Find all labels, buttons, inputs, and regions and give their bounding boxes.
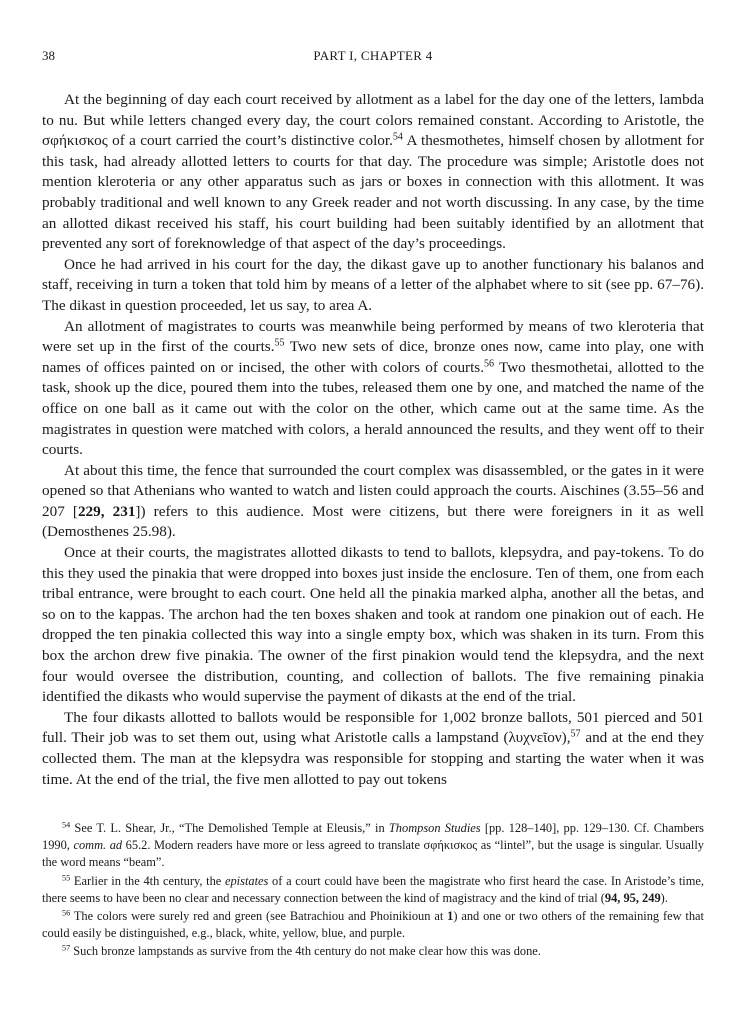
paragraph bbox=[42, 708, 704, 790]
footnote bbox=[42, 873, 704, 907]
footnote-ref: 55 bbox=[274, 337, 285, 349]
footnote bbox=[42, 908, 704, 942]
text-run: ) and one or two others of the remaining few that could easily be distinguished, e.g., black, white, yellow, blue, and purple. bbox=[42, 909, 704, 941]
text-run: At about this time, the fence that surrounded the court complex was disassembled, or the gates in it were opened so that Athenians who wanted to watch and listen could approach the courts. Aischines (3.55–56 and 207 [ bbox=[42, 461, 704, 520]
footnote bbox=[42, 943, 704, 960]
paragraph bbox=[42, 461, 704, 543]
page-number: 38 bbox=[42, 48, 55, 63]
text-run: Earlier in the 4th century, the bbox=[70, 873, 225, 888]
footnote bbox=[42, 820, 704, 872]
body-text bbox=[42, 90, 704, 790]
text-run: Such bronze lampstands as survive from the 4th century do not make clear how this was done. bbox=[70, 944, 541, 959]
footnote-ref: 54 bbox=[392, 131, 403, 143]
text-run: Once he had arrived in his court for the day, the dikast gave up to another functionary his balanos and staff, receiving in turn a token that told him by means of a letter of the alphabet where to sit (see pp. 67–76). The dikast in question proceeded, let us say, to area A. bbox=[42, 255, 704, 314]
text-run: Two thesmothetai, allotted to the task, shook up the dice, poured them into the tubes, released them one by one, and matched the name of the office on one ball as it came out with the color on the other, which came out at the same time. As the magistrates in question were matched with colors, a herald announced the results, and they went off to their courts. bbox=[42, 358, 705, 459]
text-run: of a court could have been the magistrate who first heard the case. In Aristode’s time, there seems to have been no clear and necessary connection between the kind of magistracy and the kind of trial ( bbox=[42, 873, 704, 905]
text-run: ]) refers to this audience. Most were citizens, but there were foreigners in it as well (Demosthenes 25.98). bbox=[42, 502, 704, 541]
text-run: 94, 95, 249 bbox=[604, 890, 661, 905]
text-run: [pp. 128–140], pp. 129–130. Cf. Chambers 1990, bbox=[42, 821, 704, 853]
text-run: Two new sets of dice, bronze ones now, came into play, one with names of offices painted on or incised, the other with colors of courts. bbox=[42, 338, 704, 376]
footnote-ref: 55 bbox=[62, 873, 71, 883]
text-run: epistates bbox=[224, 873, 269, 888]
footnote-ref: 56 bbox=[484, 358, 495, 370]
text-run: 1 bbox=[447, 909, 454, 924]
footnote-ref: 57 bbox=[62, 943, 71, 953]
text-run: At the beginning of day each court received by allotment as a label for the day one of the letters, lambda to nu. But while letters changed every day, the court colors remained constant. According to Aristotle, the bbox=[42, 91, 704, 129]
text-run: ). bbox=[660, 890, 668, 905]
page-header bbox=[42, 48, 704, 68]
paragraph bbox=[42, 543, 704, 708]
text-run: 229, 231 bbox=[77, 502, 136, 520]
text-run: An allotment of magistrates to courts was meanwhile being performed by means of two kleroteria that were set up in the first of the courts. bbox=[42, 317, 704, 356]
running-head: PART I, CHAPTER 4 bbox=[313, 48, 433, 63]
text-run: of a court carried the court’s distinctive color. bbox=[107, 132, 393, 150]
text-run: and at the end they collected them. The man at the klepsydra was responsible for stopping and starting the water when it was time. At the end of the trial, the five men allotted to pay out tokens bbox=[42, 729, 704, 788]
text-run: comm. ad bbox=[73, 838, 123, 853]
footnote-ref: 57 bbox=[570, 728, 581, 740]
footnotes bbox=[42, 820, 704, 962]
text-run: σφήκισκος bbox=[42, 132, 108, 150]
text-run: Once at their courts, the magistrates allotted dikasts to tend to ballots, klepsydra, and pay-tokens. To do this they used the pinakia that were dropped into boxes just inside the enclosure. Ten of them, one from each tribal entrance, were brought to each court. One held all the pinakia marked alpha, another all the betas, and so on to the kappas. The archon had the ten boxes shaken and took at random one pinakion out of each. He dropped the ten pinakia collected this way into a single empty box, which was shaken in its turn. From this box the archon drew five pinakia. The owner of the first pinakion would tend the klepsydra, and the next four would oversee the distribution, counting, and collection of ballots. The five remaining pinakia identified the dikasts who would supervise the payment of dikasts at the end of the trial. bbox=[42, 544, 704, 706]
text-run: Thompson Studies bbox=[388, 821, 481, 835]
paragraph bbox=[42, 90, 704, 255]
footnote-ref: 56 bbox=[62, 908, 71, 918]
text-run: The four dikasts allotted to ballots would be responsible for 1,002 bronze ballots, 501 pierced and 501 full. Their job was to set them out, using what Aristotle calls a lampstand (λυχνεῖον), bbox=[42, 708, 704, 747]
paragraph bbox=[42, 317, 704, 461]
text-run: A thesmothetes, himself chosen by allotment for this task, had already allotted letters to courts for that day. The procedure was simple; Aristotle does not mention kleroteria or any other apparatus such as jars or boxes in connection with this allotment. It was probably traditional and well known to any Greek reader and not worth discussing. In any case, by the time an allotted dikast received his staff, his court building had been suitably identified by an allotment that prevented any sort of foreknowledge of that aspect of the day’s proceedings. bbox=[42, 132, 705, 253]
footnote-ref: 54 bbox=[62, 820, 71, 830]
text-run: See T. L. Shear, Jr., “The Demolished Temple at Eleusis,” in bbox=[70, 821, 389, 835]
paragraph bbox=[42, 255, 704, 317]
text-run: 65.2. Modern readers have more or less agreed to translate σφήκισκος as “lintel”, but the usage is singular. Usually the word means “beam”. bbox=[42, 838, 704, 870]
text-run: The colors were surely red and green (see Batrachiou and Phoinikioun at bbox=[70, 909, 448, 924]
